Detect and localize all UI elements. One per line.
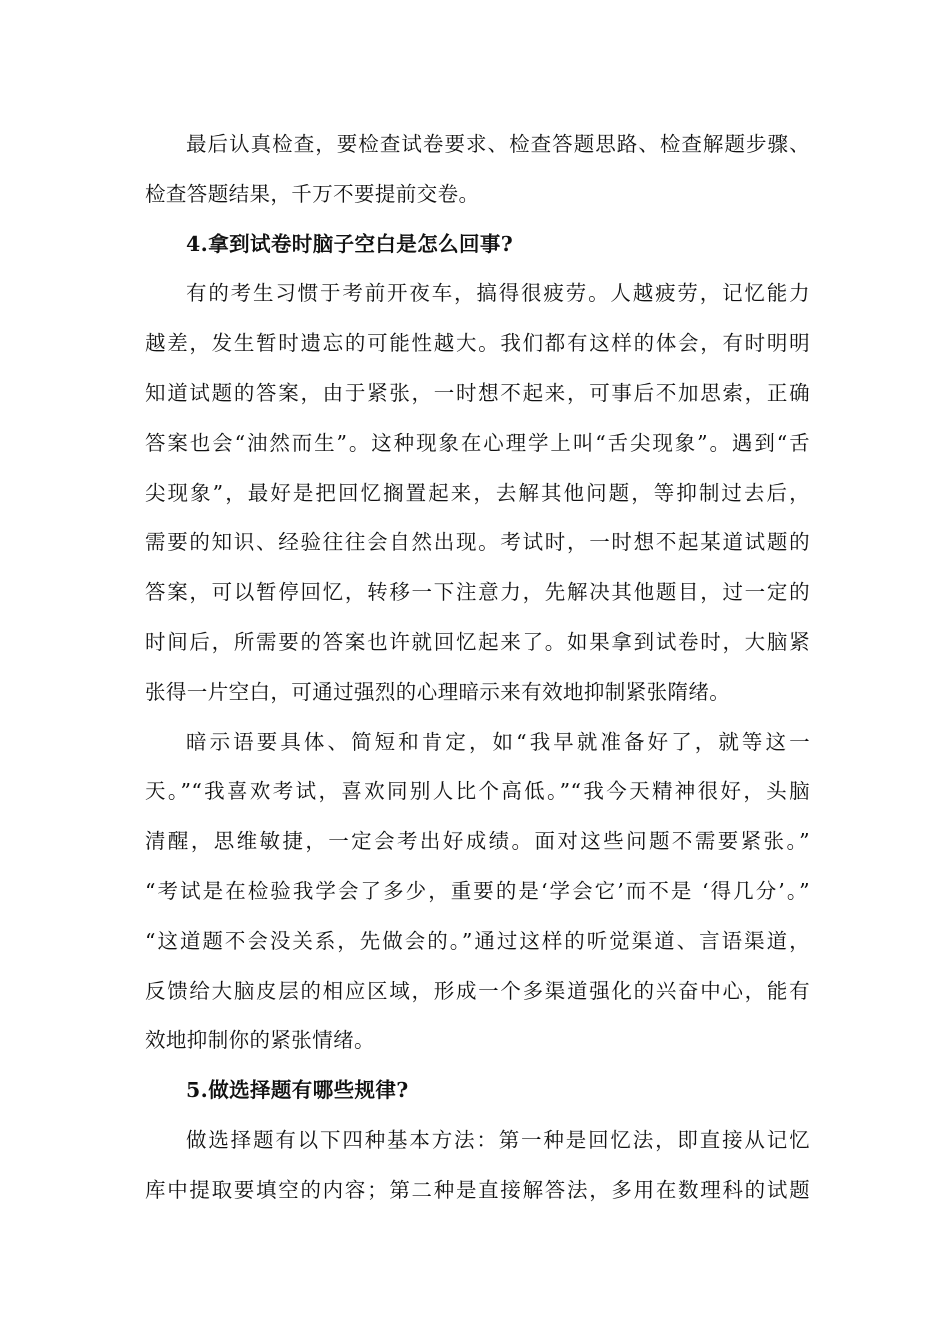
text-line: 检查答题结果，千万不要提前交卷。	[145, 181, 480, 206]
text-line: 清醒，思维敏捷，一定会考出好成绩。面对这些问题不需要紧张。”	[145, 829, 810, 854]
text-line: 做选择题有以下四种基本方法：第一种是回忆法，即直接从记忆	[186, 1127, 810, 1152]
text-line: 时间后，所需要的答案也许就回忆起来了。如果拿到试卷时，大脑紧	[145, 629, 810, 654]
paragraph	[145, 1116, 810, 1216]
text-line: 尖现象”，最好是把回忆搁置起来，去解其他问题，等抑制过去后，	[145, 480, 810, 505]
text-line: 需要的知识、经验往往会自然出现。考试时，一时想不起某道试题的	[145, 530, 810, 555]
text-line: 天。”“我喜欢考试，喜欢同别人比个高低。”“我今天精神很好，头脑	[145, 779, 810, 804]
text-line: 越差，发生暂时遗忘的可能性越大。我们都有这样的体会，有时明明	[145, 331, 810, 356]
text-line: 答案，可以暂停回忆，转移一下注意力，先解决其他题目，过一定的	[145, 580, 810, 605]
section-heading: 5.做选择题有哪些规律?	[186, 1078, 409, 1103]
paragraph	[145, 269, 810, 717]
paragraph	[145, 718, 810, 1067]
text-line: 效地抑制你的紧张情绪。	[145, 1028, 375, 1053]
text-line: 反馈给大脑皮层的相应区域，形成一个多渠道强化的兴奋中心，能有	[145, 978, 810, 1003]
text-line: 暗示语要具体、简短和肯定，如“我早就准备好了，就等这一	[186, 729, 810, 754]
text-line: “考试是在检验我学会了多少，重要的是‘学会它’而不是 ‘得几分’。”	[145, 878, 810, 903]
text-line: 知道试题的答案，由于紧张，一时想不起来，可事后不加思索，正确	[145, 380, 810, 405]
text-line: 库中提取要填空的内容；第二种是直接解答法，多用在数理科的试题	[145, 1177, 810, 1202]
section-heading: 4.拿到试卷时脑子空白是怎么回事?	[186, 231, 514, 256]
document-body	[145, 120, 810, 1216]
text-line: “这道题不会没关系，先做会的。”通过这样的听觉渠道、言语渠道，	[145, 928, 810, 953]
text-line: 答案也会“油然而生”。这种现象在心理学上叫“舌尖现象”。遇到“舌	[145, 430, 810, 455]
text-line: 最后认真检查，要检查试卷要求、检查答题思路、检查解题步骤、	[186, 132, 810, 156]
paragraph	[145, 120, 810, 220]
text-line: 张得一片空白，可通过强烈的心理暗示来有效地抑制紧张隋绪。	[145, 679, 731, 704]
text-line: 有的考生习惯于考前开夜车，搞得很疲劳。人越疲劳，记忆能力	[186, 281, 810, 306]
